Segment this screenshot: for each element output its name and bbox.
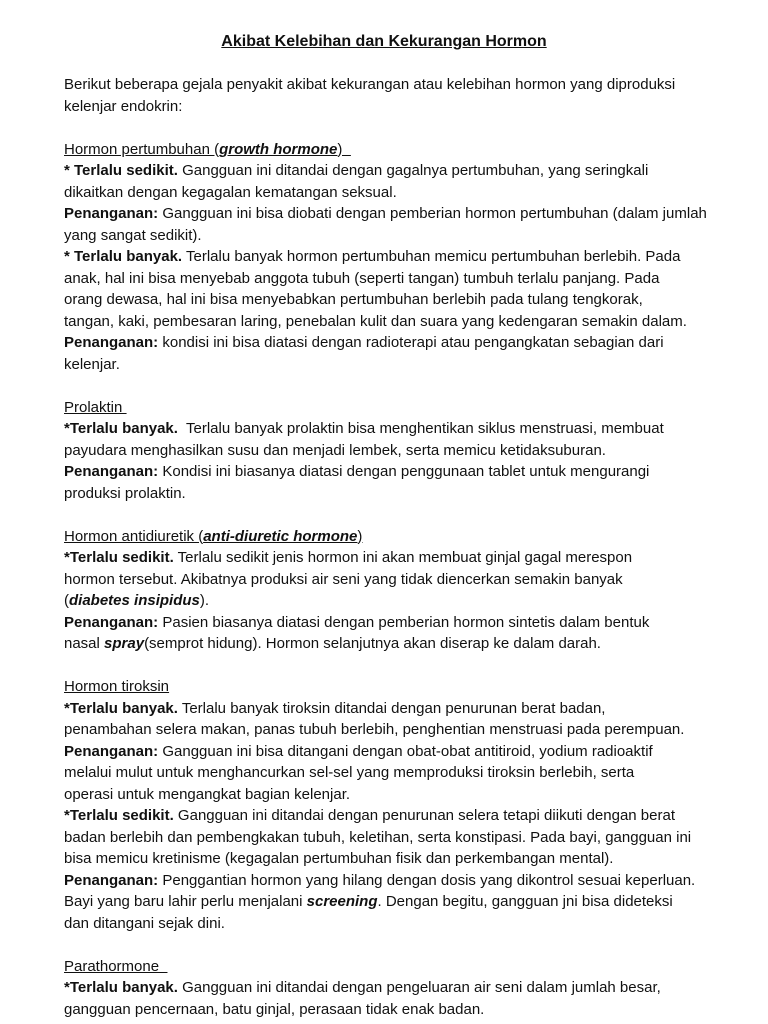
bold-label: *Terlalu sedikit. [64,807,174,824]
text-span: Terlalu banyak tiroksin ditandai dengan penurunan berat badan, [177,699,606,717]
text-span: (semprot hidung). Hormon selanjutnya akan diserap ke dalam darah. [144,635,601,652]
text-span: Berikut beberapa gejala penyakit akibat kekurangan atau kelebihan hormon yang diproduksi [64,76,676,93]
emphasis-term: spray [104,635,145,652]
text-line [64,418,744,440]
section-heading [64,397,744,419]
bold-label: Penanganan: [64,871,159,889]
text-span: ) [337,140,351,158]
blank-line [64,504,744,526]
text-line [64,440,744,462]
emphasis-term: anti-diuretic hormone [203,527,358,545]
blank-line [64,655,744,677]
text-line [64,203,744,225]
text-span: Gangguan ini ditandai dengan penurunan selera tetapi diikuti dengan berat [173,807,675,824]
text-line [64,999,744,1021]
bold-label: *Terlalu banyak. [64,699,178,717]
text-span: ( [64,592,69,609]
text-span: yang sangat sedikit). [64,226,202,244]
blank-line [64,375,744,397]
text-line [64,160,744,182]
section-heading [64,526,744,548]
text-line [64,870,744,892]
blank-line [64,117,744,139]
text-span: tangan, kaki, pembesaran laring, penebalan kulit dan suara yang kedengaran semakin dalam. [64,312,687,330]
text-line [64,332,744,354]
text-span: Bayi yang baru lahir perlu menjalani [64,893,307,910]
text-span: payudara menghasilkan susu dan menjadi lembek, serta memicu ketidaksuburan. [64,441,606,459]
text-span: bisa memicu kretinisme (kegagalan pertumbuhan fisik dan perkembangan mental). [64,850,614,867]
text-line [64,741,744,763]
text-span: Gangguan ini ditandai dengan gagalnya pertumbuhan, yang seringkali [177,162,649,179]
bold-label: * Terlalu banyak. [64,248,183,265]
section-heading [64,956,744,978]
text-line [64,719,744,741]
text-span: Prolaktin [64,398,127,416]
text-span: Hormon pertumbuhan ( [64,140,220,158]
text-line [64,827,744,849]
document-page [64,31,744,1020]
text-span: produksi prolaktin. [64,484,186,502]
text-span: kelenjar endokrin: [64,97,183,115]
text-line [64,848,744,870]
text-span: Gangguan ini bisa diobati dengan pemberian hormon pertumbuhan (dalam jumlah [158,205,707,222]
text-line [64,96,744,118]
bold-label: Penanganan: [64,463,159,480]
bold-label: *Terlalu banyak. [64,420,178,437]
text-line [64,547,744,569]
text-span: Terlalu sedikit jenis hormon ini akan membuat ginjal gagal merespon [173,549,633,566]
text-span: Kondisi ini biasanya diatasi dengan penggunaan tablet untuk mengurangi [158,463,650,480]
text-span: ). [199,592,210,609]
text-line [64,698,744,720]
text-span: melalui mulut untuk menghancurkan sel-sel yang memproduksi tiroksin berlebih, serta [64,764,635,781]
text-span: Gangguan ini ditandai dengan pengeluaran air seni dalam jumlah besar, [177,979,661,996]
text-line [64,784,744,806]
bold-label: *Terlalu banyak. [64,979,178,996]
text-line [64,633,744,655]
text-line [64,913,744,935]
section-heading [64,676,744,698]
emphasis-term: diabetes insipidus [69,592,200,609]
text-span: Penggantian hormon yang hilang dengan dosis yang dikontrol sesuai keperluan. [158,871,696,889]
text-span: dikaitkan dengan kegagalan kematangan seksual. [64,183,397,201]
text-line [64,569,744,591]
text-span: Terlalu banyak hormon pertumbuhan memicu pertumbuhan berlebih. Pada [182,248,681,265]
text-span: nasal [64,635,105,652]
text-line [64,805,744,827]
text-span: Hormon tiroksin [64,678,170,695]
text-line [64,891,744,913]
text-span: . Dengan begitu, gangguan jni bisa dideteksi [377,893,673,910]
text-span: kelenjar. [64,355,120,373]
text-line [64,311,744,333]
text-span: anak, hal ini bisa menyebab anggota tubuh (seperti tangan) tumbuh terlalu panjang. Pada [64,269,660,287]
text-span: ) [357,527,363,545]
text-line [64,590,744,612]
text-span: kondisi ini bisa diatasi dengan radioterapi atau pengangkatan sebagian dari [158,334,664,351]
bold-label: * Terlalu sedikit. [64,162,178,179]
text-span: Hormon antidiuretik ( [64,527,204,545]
bold-label: Penanganan: [64,205,159,222]
text-line [64,483,744,505]
text-line [64,74,744,96]
text-span: Terlalu banyak prolaktin bisa menghentikan siklus menstruasi, membuat [177,420,664,437]
bold-label: Penanganan: [64,334,159,351]
bold-label: Penanganan: [64,613,159,631]
bold-label: *Terlalu sedikit. [64,549,174,566]
text-span: Parathormone [64,957,168,975]
text-line [64,268,744,290]
document-title [64,31,704,53]
text-span: Gangguan ini bisa ditangani dengan obat-obat antitiroid, yodium radioaktif [158,742,653,760]
blank-line [64,934,744,956]
text-span: gangguan pencernaan, batu ginjal, perasaan tidak enak badan. [64,1000,485,1018]
text-line [64,246,744,268]
text-span: badan berlebih dan pembengkakan tubuh, keletihan, serta konstipasi. Pada bayi, gangguan ini [64,828,692,846]
text-line [64,354,744,376]
text-line [64,182,744,204]
text-span: operasi untuk mengangkat bagian kelenjar. [64,785,351,803]
text-span: orang dewasa, hal ini bisa menyebabkan pertumbuhan berlebih pada tulang tengkorak, [64,291,643,308]
section-heading [64,139,744,161]
emphasis-term: growth hormone [219,140,338,158]
blank-line [64,53,744,75]
text-line [64,762,744,784]
emphasis-term: screening [306,893,378,910]
text-span: hormon tersebut. Akibatnya produksi air seni yang tidak diencerkan semakin banyak [64,570,623,588]
text-line [64,289,744,311]
text-line [64,977,744,999]
text-span: penambahan selera makan, panas tubuh berlebih, penghentian menstruasi pada perempuan. [64,721,685,738]
text-span: Pasien biasanya diatasi dengan pemberian hormon sintetis dalam bentuk [158,613,650,631]
text-line [64,225,744,247]
text-line [64,612,744,634]
text-span: Akibat Kelebihan dan Kekurangan Hormon [221,33,547,50]
bold-label: Penanganan: [64,742,159,760]
text-line [64,461,744,483]
text-span: dan ditangani sejak dini. [64,914,225,932]
